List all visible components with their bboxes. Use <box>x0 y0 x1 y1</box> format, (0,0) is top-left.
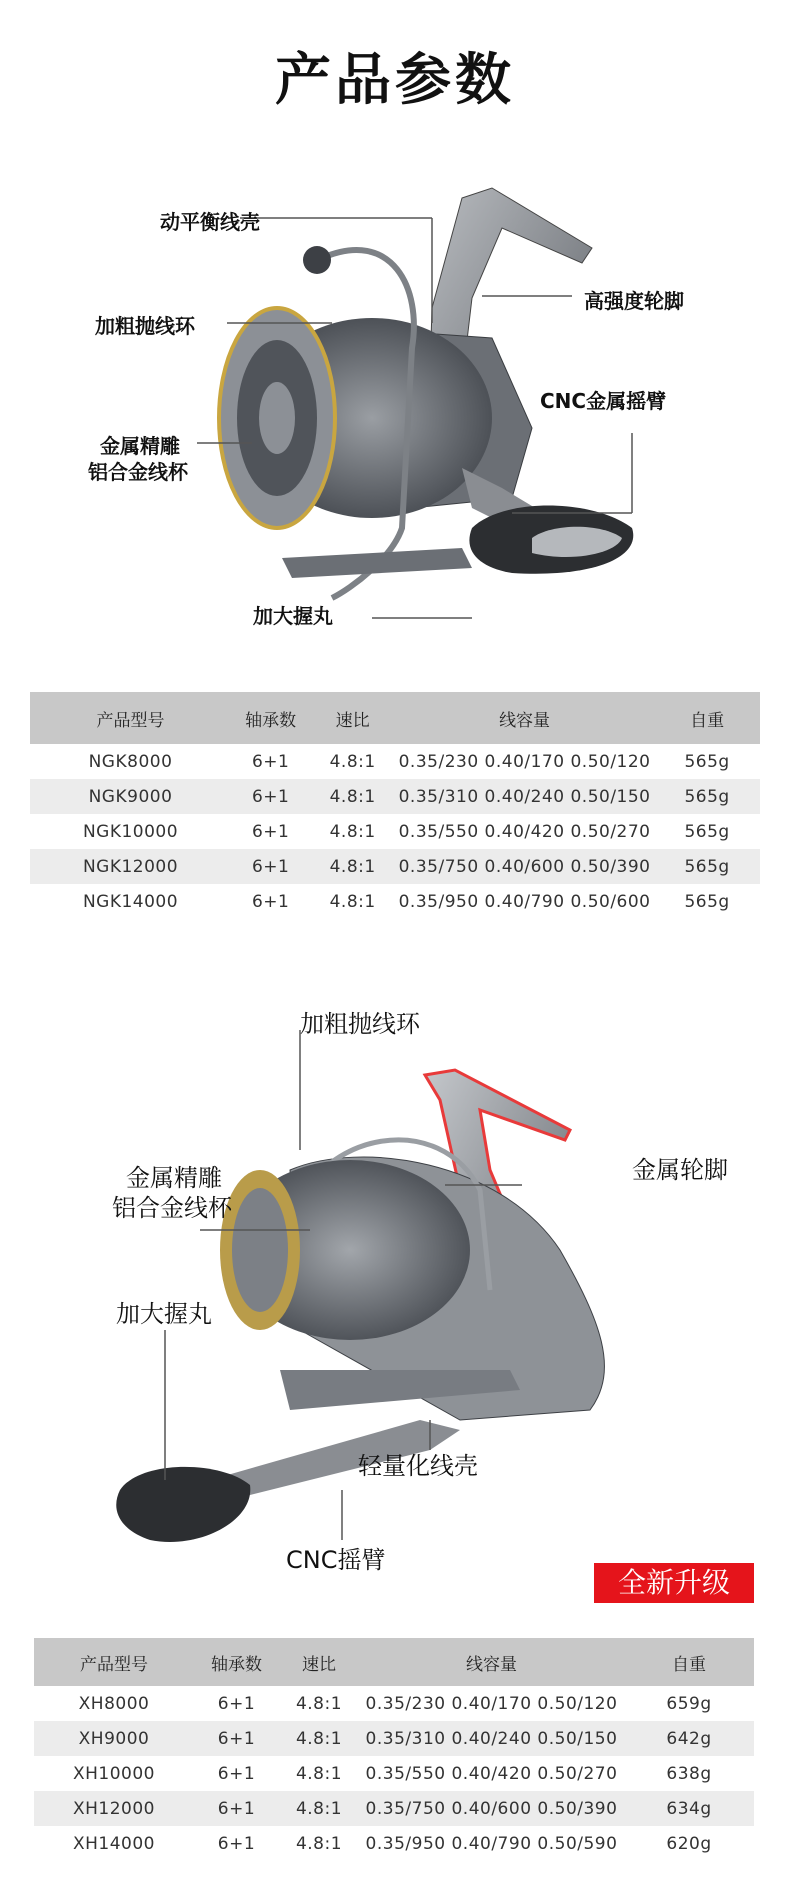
cell-ratio: 4.8:1 <box>295 1693 343 1714</box>
cell-model: NGK9000 <box>30 779 231 814</box>
cell-capacity: 0.35/310 0.40/240 0.50/150 <box>395 779 654 814</box>
cell-weight: 565g <box>684 821 730 842</box>
callout-arm-2: CNC摇臂 <box>286 1546 386 1574</box>
table-row <box>34 1756 754 1791</box>
callout-bail-2: 加粗抛线环 <box>300 1010 420 1038</box>
cell-capacity: 0.35/230 0.40/170 0.50/120 <box>398 751 651 772</box>
callout-body-2: 轻量化线壳 <box>358 1452 478 1480</box>
callout-foot-1: 高强度轮脚 <box>584 289 684 313</box>
cell-weight: 634g <box>624 1791 754 1826</box>
cell-weight: 638g <box>666 1763 712 1784</box>
cell-bearings: 6+1 <box>194 1721 279 1756</box>
header-bearings: 轴承数 <box>211 1654 262 1675</box>
cell-capacity: 0.35/310 0.40/240 0.50/150 <box>359 1721 624 1756</box>
cell-bearings: 6+1 <box>251 751 290 772</box>
cell-bearings: 6+1 <box>217 1693 256 1714</box>
callout-spool-1b: 铝合金线杯 <box>88 460 188 484</box>
table-header-row <box>30 692 760 744</box>
cell-capacity: 0.35/550 0.40/420 0.50/270 <box>365 1763 618 1784</box>
header-capacity: 线容量 <box>466 1654 517 1675</box>
cell-weight: 659g <box>666 1693 712 1714</box>
cell-bearings: 6+1 <box>217 1833 256 1854</box>
callout-knob-1: 加大握丸 <box>253 604 333 628</box>
table-row <box>30 884 760 919</box>
header-bearings: 轴承数 <box>245 710 297 731</box>
header-weight: 自重 <box>690 710 725 731</box>
callout-spool-1a: 金属精雕 <box>100 434 180 458</box>
cell-weight: 565g <box>684 751 730 772</box>
page-title: 产品参数 <box>275 48 515 113</box>
cell-bearings: 6+1 <box>251 821 290 842</box>
callout-spool-2b: 铝合金线杯 <box>112 1194 232 1222</box>
table-row <box>34 1826 754 1861</box>
cell-ratio: 4.8:1 <box>310 779 395 814</box>
callout-foot-2: 金属轮脚 <box>632 1156 728 1184</box>
callout-arm-1: CNC金属摇臂 <box>540 389 667 413</box>
cell-bearings: 6+1 <box>194 1791 279 1826</box>
cell-bearings: 6+1 <box>217 1763 256 1784</box>
cell-model: NGK10000 <box>82 821 179 842</box>
cell-ratio: 4.8:1 <box>295 1833 343 1854</box>
cell-model: NGK14000 <box>82 891 179 912</box>
cell-bearings: 6+1 <box>231 849 310 884</box>
cell-model: NGK8000 <box>88 751 173 772</box>
cell-model: NGK12000 <box>30 849 231 884</box>
cell-capacity: 0.35/230 0.40/170 0.50/120 <box>365 1693 618 1714</box>
cell-weight: 642g <box>624 1721 754 1756</box>
callout-spool-2a: 金属精雕 <box>126 1164 222 1192</box>
cell-ratio: 4.8:1 <box>329 751 376 772</box>
callout-knob-2: 加大握丸 <box>116 1300 212 1328</box>
cell-capacity: 0.35/950 0.40/790 0.50/600 <box>398 891 651 912</box>
table-row <box>30 744 760 779</box>
header-weight: 自重 <box>672 1654 706 1675</box>
new-upgrade-badge: 全新升级 <box>594 1563 754 1603</box>
table-row <box>34 1686 754 1721</box>
table-row <box>30 779 760 814</box>
cell-weight: 565g <box>684 891 730 912</box>
header-ratio: 速比 <box>302 1654 336 1675</box>
cell-weight: 620g <box>666 1833 712 1854</box>
callout-bail-1: 加粗抛线环 <box>95 314 195 338</box>
cell-weight: 565g <box>654 779 760 814</box>
cell-model: XH12000 <box>34 1791 194 1826</box>
cell-model: XH8000 <box>78 1693 150 1714</box>
cell-capacity: 0.35/750 0.40/600 0.50/390 <box>395 849 654 884</box>
callout-body-1: 动平衡线壳 <box>160 210 260 234</box>
header-ratio: 速比 <box>335 710 370 731</box>
header-model: 产品型号 <box>96 710 165 731</box>
header-model: 产品型号 <box>80 1654 148 1675</box>
table-row <box>30 814 760 849</box>
cell-ratio: 4.8:1 <box>329 821 376 842</box>
spec-table-xh <box>34 1638 754 1861</box>
cell-weight: 565g <box>654 849 760 884</box>
table-row <box>34 1721 754 1756</box>
cell-bearings: 6+1 <box>231 779 310 814</box>
cell-capacity: 0.35/950 0.40/790 0.50/590 <box>365 1833 618 1854</box>
cell-model: XH14000 <box>72 1833 155 1854</box>
cell-ratio: 4.8:1 <box>329 891 376 912</box>
spec-table-ngk <box>30 692 760 919</box>
cell-model: XH9000 <box>34 1721 194 1756</box>
cell-capacity: 0.35/550 0.40/420 0.50/270 <box>398 821 651 842</box>
table-row <box>34 1791 754 1826</box>
cell-ratio: 4.8:1 <box>310 849 395 884</box>
cell-ratio: 4.8:1 <box>279 1721 359 1756</box>
cell-capacity: 0.35/750 0.40/600 0.50/390 <box>359 1791 624 1826</box>
cell-bearings: 6+1 <box>251 891 290 912</box>
cell-ratio: 4.8:1 <box>295 1763 343 1784</box>
table-row <box>30 849 760 884</box>
header-capacity: 线容量 <box>499 710 551 731</box>
cell-model: XH10000 <box>72 1763 155 1784</box>
table-header-row <box>34 1638 754 1686</box>
cell-ratio: 4.8:1 <box>279 1791 359 1826</box>
